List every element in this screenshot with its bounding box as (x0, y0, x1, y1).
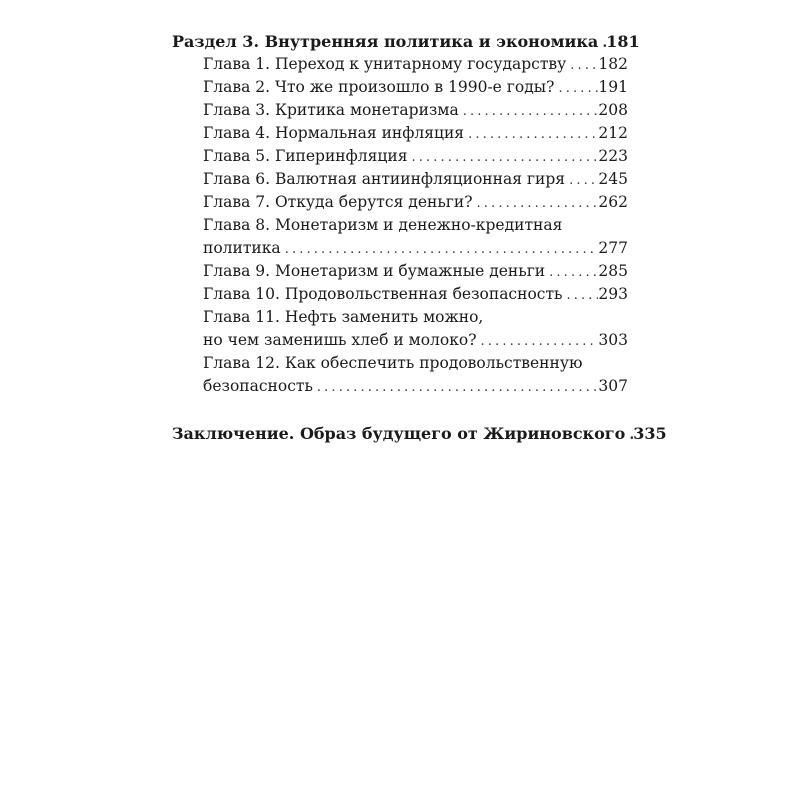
dot-leader (464, 122, 598, 146)
toc-chapter-title-continued: но чем заменишь хлеб и молоко? (203, 331, 477, 349)
toc-chapter-title: Глава 2. Что же произошло в 1990-е годы? (203, 78, 555, 96)
toc-page-number: 191 (598, 78, 628, 96)
table-of-contents (172, 30, 667, 445)
toc-chapter-title: Глава 10. Продовольственная безопасность (203, 285, 563, 303)
toc-chapter-8-line2[interactable] (172, 237, 628, 260)
toc-chapter-5[interactable] (172, 145, 628, 168)
dot-leader (281, 237, 599, 261)
toc-chapter-title: Глава 4. Нормальная инфляция (203, 124, 465, 142)
toc-chapter-8-line1[interactable] (172, 214, 628, 237)
toc-page-number: 285 (598, 262, 628, 280)
dot-leader (566, 53, 598, 77)
toc-page-number: 293 (598, 285, 628, 303)
toc-page-number: 223 (598, 147, 628, 165)
toc-page-number: 182 (598, 55, 628, 73)
toc-page-number: 208 (598, 101, 628, 119)
toc-chapter-title: Глава 3. Критика монетаризма (203, 101, 459, 119)
toc-chapter-title: Глава 11. Нефть заменить можно, (203, 308, 484, 326)
section-spacer (172, 398, 628, 422)
dot-leader (313, 375, 599, 399)
toc-chapter-11-line1[interactable] (172, 306, 628, 329)
toc-chapter-3[interactable] (172, 99, 628, 122)
dot-leader (565, 168, 598, 192)
toc-section-3[interactable] (172, 30, 640, 53)
toc-page-number: 307 (598, 377, 628, 395)
toc-chapter-title: Глава 5. Гиперинфляция (203, 147, 408, 165)
toc-conclusion[interactable] (172, 422, 667, 445)
toc-chapter-1[interactable] (172, 53, 628, 76)
toc-chapter-11-line2[interactable] (172, 329, 628, 352)
toc-chapter-2[interactable] (172, 76, 628, 99)
toc-chapter-title: Глава 8. Монетаризм и денежно-кредитная (203, 216, 563, 234)
dot-leader (562, 283, 598, 307)
dot-leader (477, 329, 599, 353)
dot-leader (598, 30, 606, 54)
toc-page-number: 181 (606, 32, 640, 51)
toc-chapter-title-continued: политика (203, 239, 281, 257)
dot-leader (545, 260, 598, 284)
toc-page-number: 303 (598, 331, 628, 349)
toc-chapter-10[interactable] (172, 283, 628, 306)
toc-chapter-9[interactable] (172, 260, 628, 283)
toc-page-number: 262 (598, 193, 628, 211)
toc-page-number: 212 (598, 124, 628, 142)
dot-leader (473, 191, 599, 215)
toc-chapter-title: Глава 1. Переход к унитарному государству (203, 55, 567, 73)
toc-page-number: 335 (633, 424, 667, 443)
toc-chapter-4[interactable] (172, 122, 628, 145)
toc-page-number: 245 (598, 170, 628, 188)
toc-chapter-12-line1[interactable] (172, 352, 628, 375)
toc-chapter-12-line2[interactable] (172, 375, 628, 398)
toc-chapter-title: Глава 7. Откуда берутся деньги? (203, 193, 473, 211)
toc-chapter-title: Глава 12. Как обеспечить продовольственную (203, 354, 583, 372)
toc-chapter-title: Глава 6. Валютная антиинфляционная гиря (203, 170, 566, 188)
toc-page-number: 277 (598, 239, 628, 257)
dot-leader (459, 99, 599, 123)
toc-section-title: Заключение. Образ будущего от Жириновского (172, 424, 626, 443)
toc-section-title: Раздел 3. Внутренняя политика и экономика (172, 32, 599, 51)
toc-chapter-title: Глава 9. Монетаризм и бумажные деньги (203, 262, 546, 280)
toc-chapter-7[interactable] (172, 191, 628, 214)
toc-chapter-title-continued: безопасность (203, 377, 313, 395)
dot-leader (407, 145, 598, 169)
dot-leader (625, 422, 633, 446)
toc-chapter-6[interactable] (172, 168, 628, 191)
dot-leader (554, 76, 598, 100)
